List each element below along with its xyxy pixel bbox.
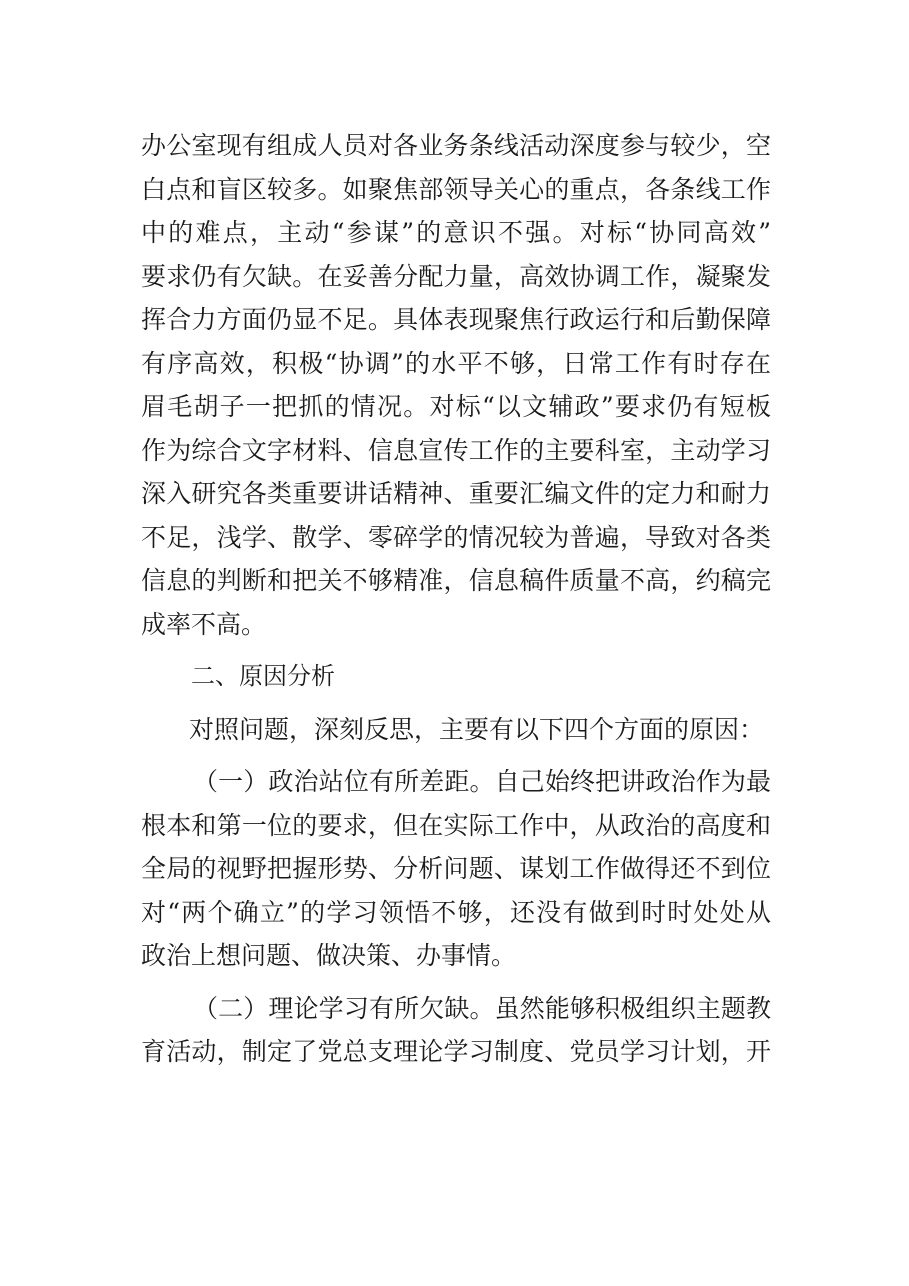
paragraph-line: 政治上想问题、做决策、办事情。	[141, 941, 517, 970]
section-heading: 二、原因分析	[191, 662, 335, 690]
document-body	[141, 124, 771, 1074]
paragraph-line: 作为综合文字材料、信息宣传工作的主要科室，主动学习	[141, 435, 771, 465]
paragraph-line: 不足，浅学、散学、零碎学的情况较为普遍，导致对各类	[141, 522, 771, 552]
paragraph-line: 要求仍有欠缺。在妥善分配力量，高效协调工作，凝聚发	[141, 261, 771, 291]
paragraph-line: 对“两个确立”的学习领悟不够，还没有做到时时处处从	[141, 897, 771, 927]
paragraph-line: 成率不高。	[141, 609, 267, 639]
paragraph-line: 深入研究各类重要讲话精神、重要汇编文件的定力和耐力	[141, 479, 771, 508]
subsection-heading-line: （二）理论学习有所欠缺。虽然能够积极组织主题教	[193, 993, 771, 1023]
subsection-heading-line: （一）政治站位有所差距。自己始终把讲政治作为最	[193, 767, 771, 796]
paragraph-line: 全局的视野把握形势、分析问题、谋划工作做得还不到位	[141, 854, 771, 883]
paragraph-line: 眉毛胡子一把抓的情况。对标“以文辅政”要求仍有短板	[141, 392, 771, 421]
paragraph-line: 育活动，制定了党总支理论学习制度、党员学习计划，开	[141, 1037, 771, 1066]
paragraph-line: 信息的判断和把关不够精准，信息稿件质量不高，约稿完	[141, 566, 771, 595]
paragraph-line: 办公室现有组成人员对各业务条线活动深度参与较少，空	[141, 131, 771, 160]
paragraph-line: 根本和第一位的要求，但在实际工作中，从政治的高度和	[141, 810, 771, 840]
paragraph-line: 中的难点，主动“参谋”的意识不强。对标“协同高效”	[141, 218, 771, 247]
paragraph-line: 挥合力方面仍显不足。具体表现聚焦行政运行和后勤保障	[141, 305, 771, 334]
paragraph-line: 对照问题，深刻反思，主要有以下四个方面的原因：	[189, 714, 765, 744]
paragraph-line: 白点和盲区较多。如聚焦部领导关心的重点，各条线工作	[141, 174, 771, 204]
paragraph-line: 有序高效，积极“协调”的水平不够，日常工作有时存在	[141, 348, 771, 378]
